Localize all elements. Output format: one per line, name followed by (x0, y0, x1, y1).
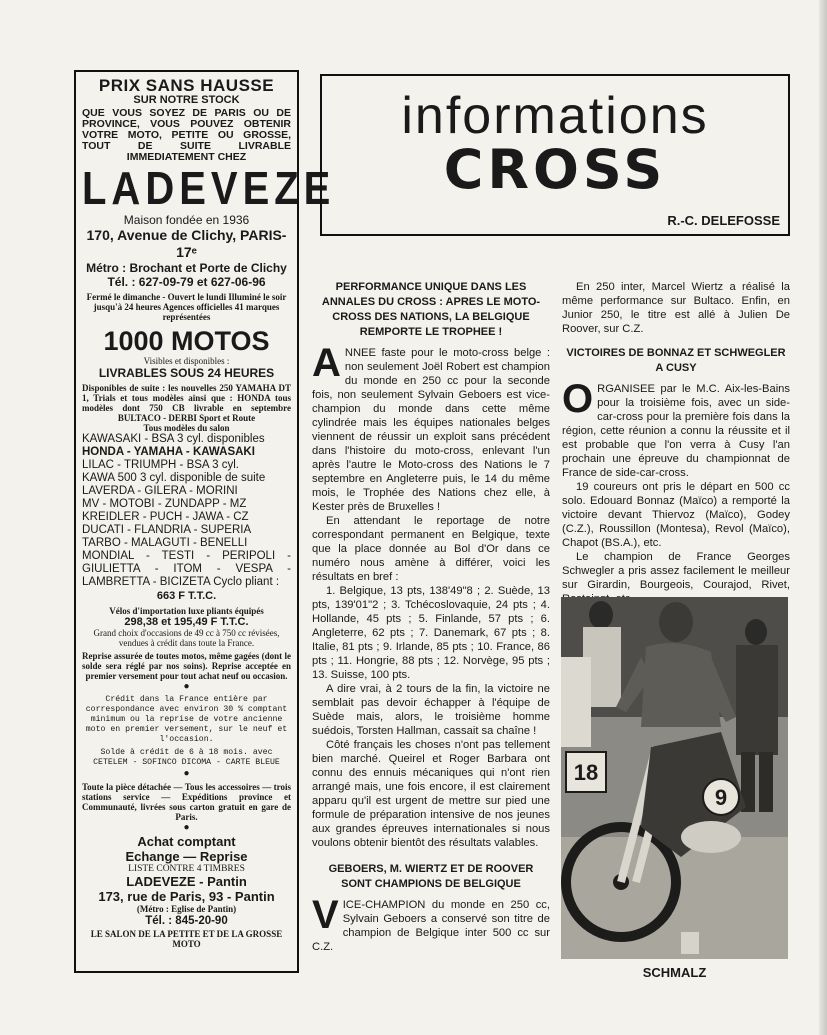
ad-credit: Crédit dans la France entière par correspondance avec environ 30 % comptant minimum ou la reprise de votre ancienne moto en premier versement, sur le neuf et l'occasion. (85, 695, 288, 744)
article-heading-trophy: PERFORMANCE UNIQUE DANS LES ANNALES DU CROSS : APRES LE MOTO-CROSS DES NATIONS, LA BELGIQUE REMPORTE LE TROPHEE ! (321, 281, 541, 338)
ad-hours: Fermé le dimanche - Ouvert le lundi Illuminé le soir jusqu'à 24 heures Agences officielles 41 marques représentées (86, 292, 287, 322)
ad-exchange: Echange — Reprise (125, 849, 248, 864)
ad-price-bikes: 298,38 et 195,49 F T.T.C. (124, 616, 249, 628)
ad-visible: Visibles et disponibles : (143, 356, 230, 366)
article-paragraph: NNEE faste pour le moto-cross belge : non seulement Joël Robert est champion du monde en 250 cc pour la seconde fois, non seulement Sylvain Geboers est vice-champion du monde dans cette même cylindrée mais les équipes nationales belges viennent de réussir un exploit sans précédent dans l'histoire du moto-cross, enlevant l'un après l'autre le Moto-cross des Nations le 7 septembre en Angleterre puis, le 14 du même mois, le Trophée des Nations chez elle, à Kester près de Bruxelles ! (312, 347, 550, 513)
article-heading-belgium-champions: GEBOERS, M. WIERTZ ET DE ROOVER SONT CHAMPIONS DE BELGIQUE (328, 863, 534, 890)
ad-pantin-title: LADEVEZE - Pantin (126, 874, 247, 889)
ad-brands-line: HONDA - YAMAHA - KAWASAKI (82, 446, 255, 458)
ad-pantin-address: 173, rue de Paris, 93 - Pantin (98, 889, 275, 904)
dropcap: A (312, 341, 341, 385)
article-paragraph: ICE-CHAMPION du monde en 250 cc, Sylvain Geboers a conservé son titre de champion de Belgique inter 500 cc sur C.Z. (312, 899, 550, 953)
ad-brands-line: MONDIAL - TESTI - PERIPOLI - GIULIETTA - ITOM - VESPA - LAMBRETTA - BICIZETA Cyclo pliant : (82, 550, 291, 588)
ad-metro: Métro : Brochant et Porte de Clichy (86, 261, 287, 275)
ad-salon-tagline: LE SALON DE LA PETITE ET DE LA GROSSE MOTO (90, 929, 283, 949)
ad-brands-line: LILAC - TRIUMPH - BSA 3 cyl. (82, 459, 239, 471)
race-number-plate: 9 (714, 785, 728, 810)
ad-used-choice: Grand choix d'occasions de 49 cc à 750 cc révisées, vendues à crédit dans toute la France. (93, 628, 280, 648)
ad-bikes-import: Vélos d'importation luxe pliants équipés (109, 606, 264, 616)
ad-available-now: Disponibles de suite : les nouvelles 250 YAMAHA DT 1, Trials et tous modèles ainsi que : HONDA tous modèles dont 750 CB livrable en septembre BULTACO - DERBI Sport et Route (82, 383, 291, 423)
ad-brands-line: KREIDLER - PUCH - JAWA - CZ (82, 511, 249, 523)
article-paragraph: A dire vrai, à 2 tours de la fin, la victoire ne semblait pas devoir échapper à l'équipe de Suède mais, alors, le troisième homme suédois, Torsten Hallman, cassait sa chaîne ! (312, 683, 550, 737)
article-paragraph: 19 coureurs ont pris le départ en 500 cc solo. Edouard Bonnaz (Maïco) a remporté la victoire devant Thiervoz (Maïco), Godey (C.Z.), Roussillon (Montesa), Revol (Maïco), Chapot (BS.A.), etc. (562, 481, 790, 549)
ad-headline: PRIX SANS HAUSSE (98, 76, 275, 95)
ad-big-headline: 1000 MOTOS (103, 326, 270, 356)
ad-subheadline: SUR NOTRE STOCK (133, 94, 240, 106)
ad-credit-balance: Solde à crédit de 6 à 18 mois. avec CETELEM - SOFINCO DICOMA - CARTE BLEUE (93, 748, 280, 767)
results-paragraph: 1. Belgique, 13 pts, 138'49"8 ; 2. Suède, 13 pts, 139'01"2 ; 3. Tchécoslovaquie, 24 pts ; 4. Hollande, 45 pts ; 5. Finlande, 57 pts ; 6. Angleterre, 62 pts ; 7. Danemark, 67 pts ; 8. Italie, 81 pts ; 9. Irlande, 85 pts ; 10. France, 86 pts ; 11. Hongrie, 88 pts ; 12. Norvège, 95 pts ; 13. Suisse, 100 pts. (312, 585, 550, 681)
photo-caption: SCHMALZ (642, 965, 707, 980)
ad-all-models: Tous modèles du salon (143, 423, 230, 433)
article-paragraph: En 250 inter, Marcel Wiertz a réalisé la même performance sur Bultaco. Enfin, en Junior 250, le titre est allé à Julien De Roover, sur C.Z. (562, 281, 790, 335)
section-header (320, 74, 790, 236)
ad-brands-line: KAWA 500 3 cyl. disponible de suite (82, 472, 266, 484)
ladeveze-advertisement (74, 70, 336, 973)
ad-pitch: QUE VOUS SOYEZ DE PARIS OU DE PROVINCE, VOUS POUVEZ OBTENIR VOTRE MOTO, PETITE OU GROSSE, TOUT DE SUITE LIVRABLE IMMEDIATEMENT CHEZ (82, 107, 291, 163)
article-paragraph: Côté français les choses n'ont pas tellement bien marché. Queirel et Roger Barbara ont connu des ennuis mécaniques qui n'ont rien arrangé mais, une fois encore, il est clairement apparu qu'il est urgent de mettre sur pied une formule de préparation intensive de nos jeunes aux grandes épreuves internationales si nous voulons obtenir bientôt des résultats valables. (312, 739, 550, 849)
article-column-left (312, 280, 550, 954)
ad-pantin-metro: (Métro : Eglise de Pantin) (136, 904, 237, 914)
ad-brands-line: LAVERDA - GILERA - MORINI (82, 485, 238, 497)
article-paragraph: Le champion de France Georges Schwegler a pris assez facilement le meilleur sur Girardin, Bourgeois, Courajod, Rivet, (562, 551, 790, 591)
header-title-cross: CROSS (443, 138, 667, 201)
header-title-informations: informations (401, 87, 709, 145)
ad-price-cyclo: 663 F T.T.C. (156, 590, 217, 602)
ad-brand-logo: LADEVEZE (82, 163, 336, 215)
page-edge-shadow (819, 0, 827, 1035)
ad-address: 170, Avenue de Clichy, PARIS-17ᵉ (86, 227, 287, 260)
article-paragraph: En attendant le reportage de notre correspondant permanent en Belgique, texte que la place donnée au Bol d'Or dans ce numéro nous amène à différer, voici les résultats en bref : (312, 515, 550, 583)
article-heading-cusy: VICTOIRES DE BONNAZ ET SCHWEGLER A CUSY (566, 347, 786, 374)
ad-bullet: ● (183, 768, 190, 779)
race-number-plate: 18 (573, 760, 599, 785)
ad-cash-purchase: Achat comptant (137, 834, 236, 849)
ad-trade-in: Reprise assurée de toutes motos, même gagées (dont le solde sera réglé par nos soins). Reprise acceptée en premier versement pour tout achat neuf ou occasion. (82, 651, 291, 681)
dropcap: O (562, 377, 594, 421)
ad-bullet: ● (183, 681, 190, 692)
header-author: R.-C. DELEFOSSE (667, 213, 780, 228)
ad-phone: Tél. : 627-09-79 et 627-06-96 (107, 275, 266, 289)
motocross-rider-photo (561, 597, 788, 959)
ad-brands-line: TARBO - MALAGUTI - BENELLI (82, 537, 248, 549)
ad-brands-line: MV - MOTOBI - ZUNDAPP - MZ (82, 498, 247, 510)
ad-bullet: ● (183, 822, 190, 833)
ad-pantin-phone: Tél. : 845-20-90 (145, 915, 228, 927)
article-paragraph: RGANISEE par le M.C. Aix-les-Bains pour la troisième fois, avec un side-car-cross pour la première fois dans la région, cette réunion a connu la réussite et il est probable que l'on verra à Cusy l'an prochain une épreuve du championnat de France de side-car-cross. (562, 383, 790, 479)
ad-list: LISTE CONTRE 4 TIMBRES (128, 864, 245, 874)
ad-brands-list (82, 433, 291, 589)
ad-parts: Toute la pièce détachée — Tous les accessoires — trois stations service — Expéditions province et Communauté, livrées sous carton gratuit en gare de Paris. (82, 782, 291, 822)
ad-delivery: LIVRABLES SOUS 24 HEURES (98, 366, 275, 380)
ad-founded: Maison fondée en 1936 (123, 213, 250, 227)
ad-brands-line: DUCATI - FLANDRIA - SUPERIA (82, 524, 252, 536)
article-column-right (562, 280, 790, 606)
ad-brands-line: KAWASAKI - BSA 3 cyl. disponibles (82, 433, 265, 445)
dropcap: V (312, 893, 339, 937)
